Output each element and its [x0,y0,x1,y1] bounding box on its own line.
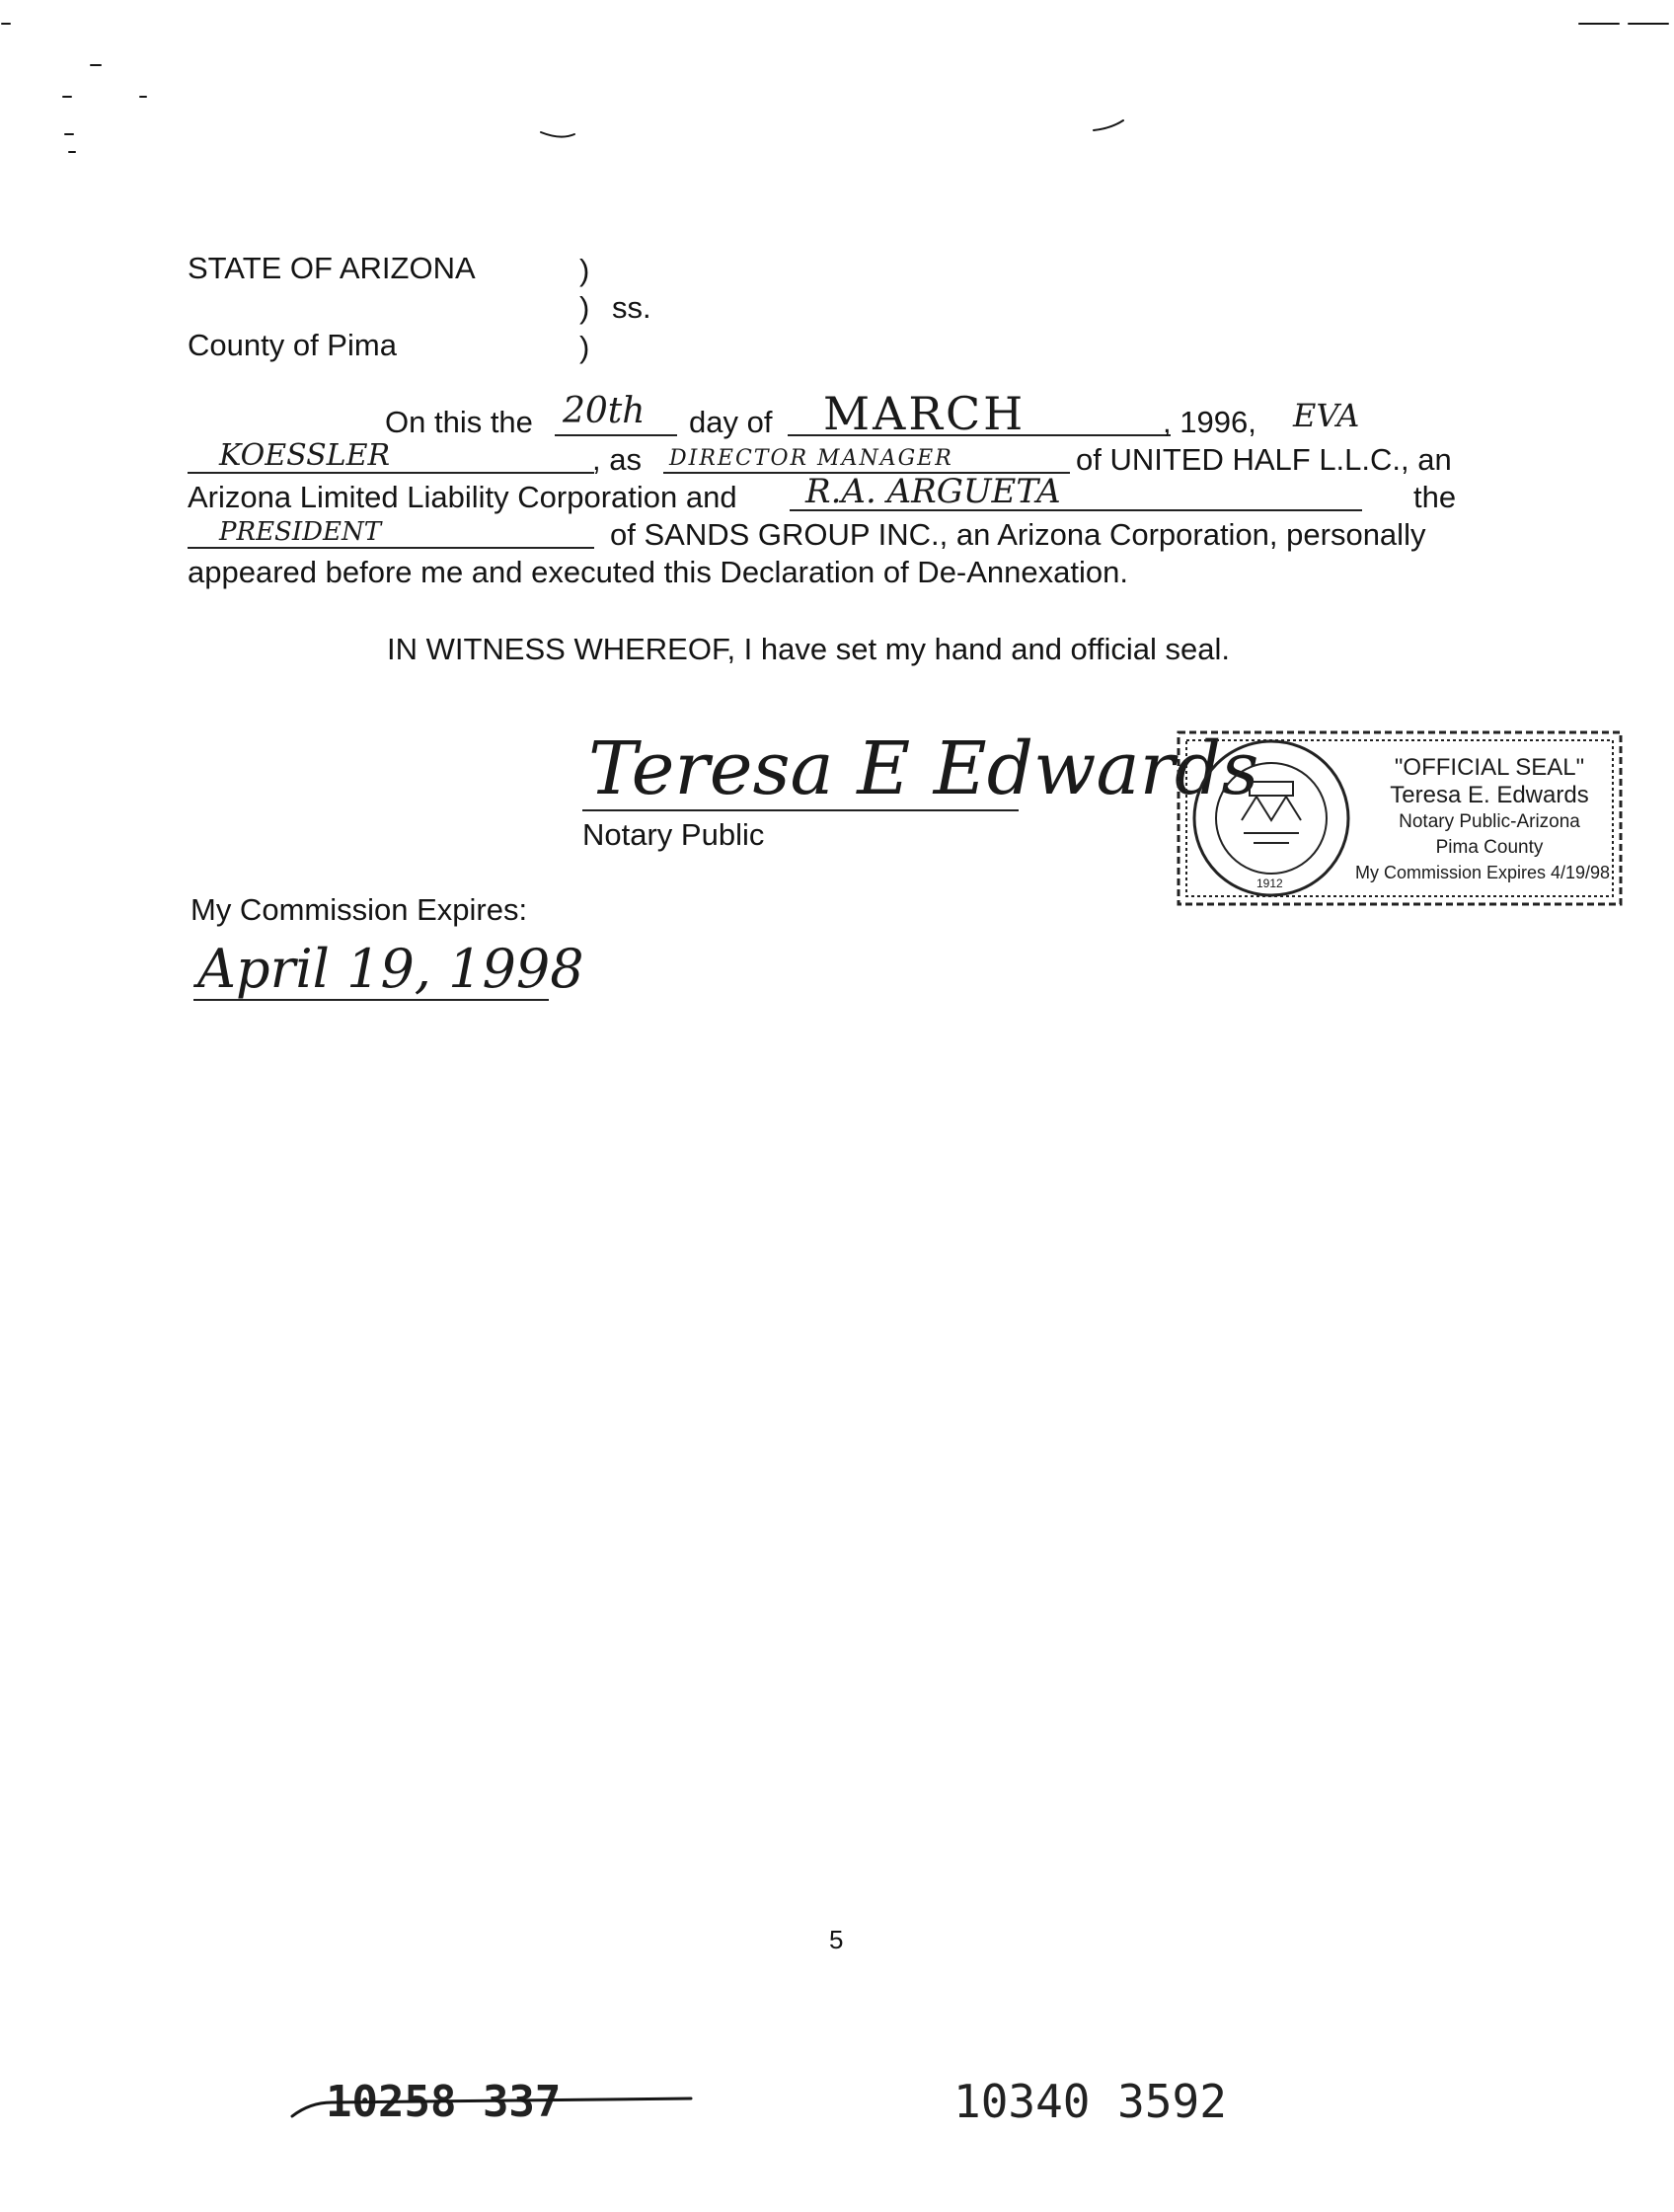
handwritten-title1: DIRECTOR MANAGER [669,446,953,471]
venue-paren-3: ) [579,330,590,364]
handwritten-month: MARCH [823,387,1027,440]
handwritten-name1-part2: KOESSLER [219,438,391,473]
notary-label: Notary Public [582,817,765,852]
notary-signature: Teresa E Edwards [588,726,1259,811]
blank-title2 [188,547,594,549]
witness-statement: IN WITNESS WHEREOF, I have set my hand and official seal. [387,632,1230,666]
commission-label: My Commission Expires: [190,892,528,927]
venue-paren-2: ) [579,290,590,325]
ack-line5: appeared before me and executed this Declaration of De-Annexation. [188,555,1128,589]
venue-ss: ss. [612,290,651,325]
ack-the: the [1413,480,1457,514]
seal-name: Teresa E. Edwards [1390,782,1589,808]
ack-company2: of SANDS GROUP INC., an Arizona Corporation, personally [610,517,1426,552]
ack-intro: On this the [385,405,533,439]
handwritten-commission-date: April 19, 1998 [197,938,584,1000]
venue-paren-1: ) [579,253,590,287]
new-recording-number: 10340 3592 [953,2075,1227,2128]
handwritten-name1-part1: EVA [1293,397,1360,434]
seal-expiration: My Commission Expires 4/19/98 [1354,863,1611,882]
seal-title: "OFFICIAL SEAL" [1394,754,1585,781]
strike-through-mark [286,2073,711,2132]
page-number: 5 [829,1925,844,1954]
seal-emblem-year: 1912 [1256,877,1283,890]
handwritten-name2: R.A. ARGUETA [805,472,1061,511]
old-recording-number: 10258 337 [326,2077,562,2127]
scan-specks [0,0,1674,168]
ack-year: , 1996, [1163,405,1256,439]
venue-state: STATE OF ARIZONA [188,251,476,285]
blank-day [555,434,677,436]
handwritten-title2: PRESIDENT [219,517,382,547]
seal-county: Pima County [1435,837,1544,858]
ack-day-of: day of [689,405,773,439]
official-seal-stamp [1173,726,1627,910]
ack-line3-prefix: Arizona Limited Liability Corporation and [188,480,737,514]
ack-as: , as [592,442,642,477]
venue-county: County of Pima [188,328,397,362]
seal-notary-state: Notary Public-Arizona [1399,811,1580,832]
handwritten-day: 20th [563,391,646,431]
ack-company1: of UNITED HALF L.L.C., an [1076,442,1452,477]
